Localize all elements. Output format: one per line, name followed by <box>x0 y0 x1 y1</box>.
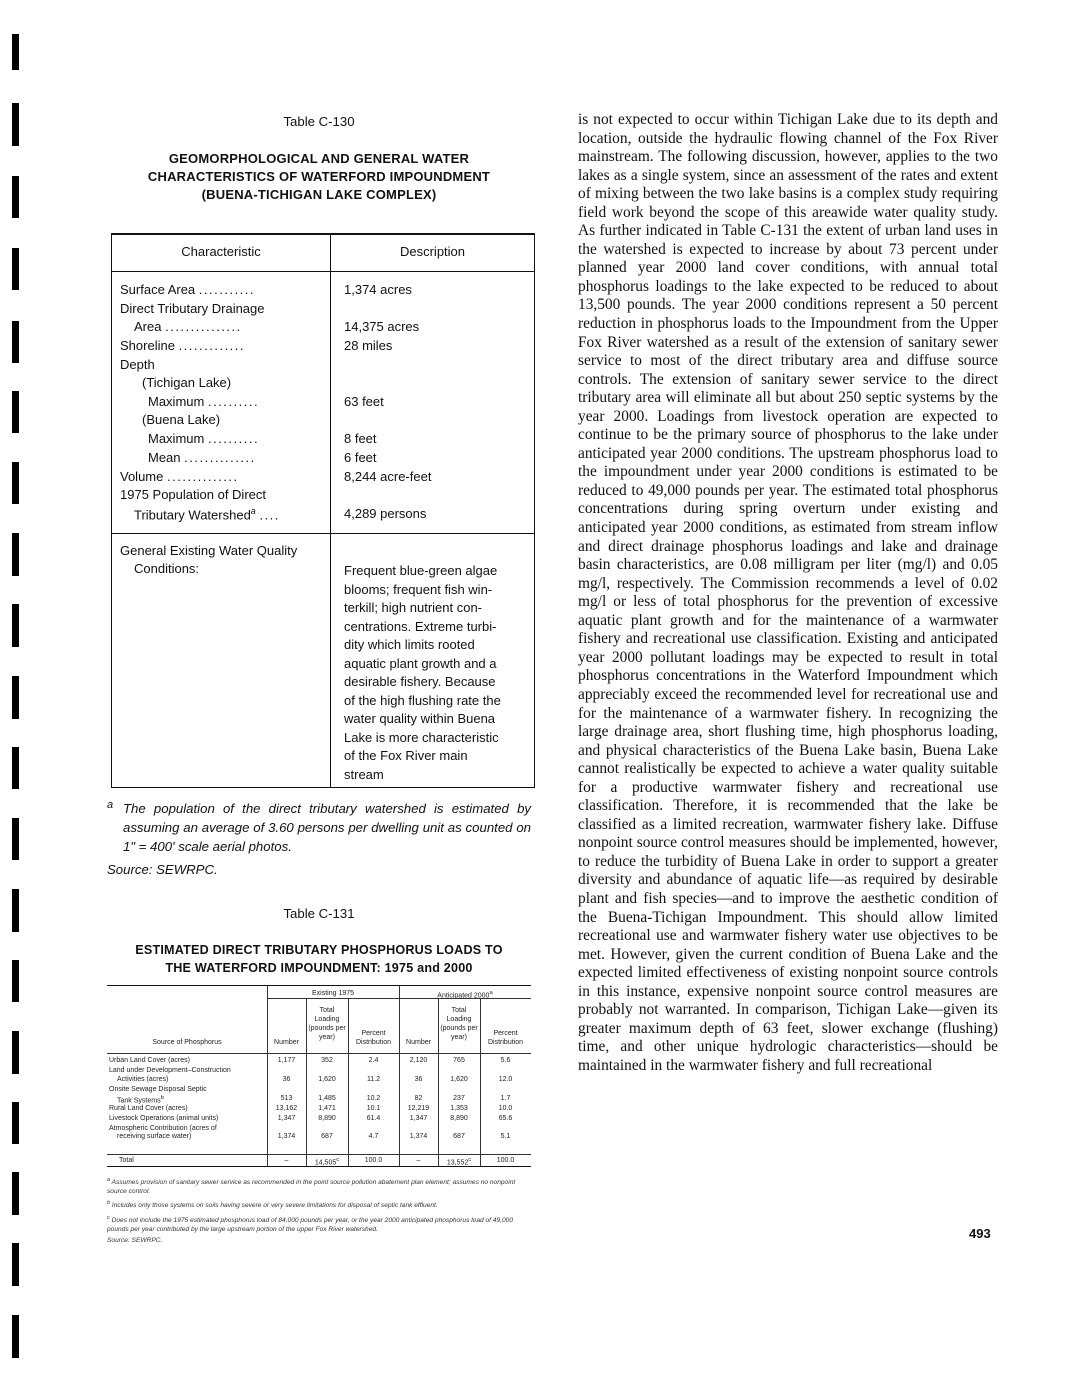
body-text-column <box>578 111 998 1075</box>
cell-e-num: 13,162 <box>275 1105 298 1112</box>
value-direct-drainage: 14,375 acres <box>344 319 420 334</box>
cell-e-pct: 10.2 <box>366 1095 381 1103</box>
row-direct-drainage-area: Area ............... <box>134 319 242 334</box>
row-tichigan: (Tichigan Lake) <box>142 375 232 390</box>
value-surface-area: 1,374 acres <box>344 282 412 297</box>
value-buena-max: 8 feet <box>344 431 377 446</box>
binder-mark <box>12 34 19 70</box>
note-a: $^a$ Assumes provision of sanitary sewer service as recommended in the point source pollution abatement plan element; assumes no nonpoint source control. <box>107 1177 516 1195</box>
cell-a-pct: 5.1 <box>500 1133 511 1141</box>
cell-a-load: 1,353 <box>450 1105 468 1112</box>
row-water-quality: General Existing Water Quality <box>120 543 298 558</box>
cell-a-pct: 12.0 <box>498 1075 513 1083</box>
binder-mark <box>12 747 19 789</box>
cell-e-num: 513 <box>280 1095 293 1103</box>
value-tichigan-max: 63 feet <box>344 394 384 409</box>
row-surface-area: Surface Area ........... <box>120 282 256 297</box>
cell-e-load: 352 <box>321 1057 333 1064</box>
cell-e-num: 1,374 <box>277 1133 296 1141</box>
cell-a-num: 1,374 <box>409 1133 428 1141</box>
row-label: Onsite Sewage Disposal Septic <box>109 1086 207 1094</box>
table-c131-caption: Table C-131 <box>283 906 355 921</box>
header-source: Source of Phosphorus <box>152 1039 222 1046</box>
title-line: (BUENA-TICHIGAN LAKE COMPLEX) <box>201 187 437 202</box>
value-volume: 8,244 acre-feet <box>344 469 432 484</box>
binder-mark <box>12 321 19 363</box>
cell-a-num: 1,347 <box>409 1114 428 1122</box>
header-rule <box>112 271 534 272</box>
row-population: 1975 Population of Direct <box>120 487 266 502</box>
cell-e-pct: 10.1 <box>366 1105 381 1112</box>
header-percent: Percent Distribution <box>355 1030 391 1046</box>
row-label: Livestock Operations (animal units) <box>109 1114 219 1122</box>
cell-e-num: 36 <box>282 1075 291 1083</box>
header-number: Number <box>406 1039 431 1046</box>
row-volume: Volume .............. <box>120 469 239 484</box>
cell-a-load: 237 <box>453 1095 465 1103</box>
cell-e-pct: 4.7 <box>368 1133 379 1141</box>
row-buena-mean: Mean .............. <box>148 450 256 465</box>
row-label: Tank Systems$^b$ <box>117 1095 164 1105</box>
binder-mark <box>12 960 19 1002</box>
page-number: 493 <box>969 1226 991 1241</box>
cell-a-load: 687 <box>453 1133 465 1141</box>
value-buena-mean: 6 feet <box>344 450 377 465</box>
table-c130-source: Source: SEWRPC. <box>107 862 218 877</box>
row-label: Activities (acres) <box>117 1075 169 1083</box>
table-c131 <box>107 985 531 1167</box>
cell-a-num: 12,219 <box>407 1105 430 1112</box>
cell-a-pct: 1.7 <box>500 1095 511 1103</box>
cell-e-load: 1,471 <box>318 1105 336 1112</box>
table-c131-notes <box>107 1176 531 1249</box>
total-label: Total <box>119 1157 134 1164</box>
cell-e-pct: 11.2 <box>366 1075 381 1083</box>
binder-mark <box>12 533 19 576</box>
row-direct-drainage: Direct Tributary Drainage <box>120 301 265 316</box>
footnote-marker: a <box>250 506 256 516</box>
table-c130-title <box>107 150 531 204</box>
table-c130 <box>111 233 535 788</box>
cell-e-pct: 61.4 <box>366 1114 381 1122</box>
binder-mark <box>12 676 19 719</box>
title-line: THE WATERFORD IMPOUNDMENT: 1975 and 2000 <box>165 961 473 975</box>
total-a-num: – <box>416 1157 421 1164</box>
cell-a-pct: 65.6 <box>498 1114 513 1122</box>
body-paragraph: is not expected to occur within Tichigan Lake due to its depth and location, outside the hydraulic flowing channel of the Fox River mainstream. The following discussion, however, applies to the two lakes as a single system, since an assessment of the rates and extent of mixing between the two lake basins is a complex study requiring field work beyond the scope of this areawide water quality study. As further indicated in Table C-131 the extent of urban land uses in the watershed is expected to increase by about 73 percent under planned year 2000 land cover conditions, with annual total phosphorus loadings to the lake expected to be reduced to about 13,500 pounds. The year 2000 conditions represent a 50 percent reduction in phosphorus loads to the Impoundment from the Upper Fox River watershed as a result of the extension of sanitary sewer service to most of the direct tributary area and diffuse source controls. The extension of sanitary sewer service to the direct tributary area will eliminate all but about 250 septic systems by the year 2000. Loadings from livestock operation are expected to continue to be the primary source of phosphorus to the lake under anticipated year 2000 conditions. The upstream phosphorus load to the impoundment under year 2000 conditions is estimated to be reduced to 49,000 pounds per year. The estimated total phosphorus concentrations during spring overturn under existing and anticipated year 2000 conditions, as estimated from stream inflow and direct drainage phosphorus loadings and lake and drainage basin characteristics, are 0.08 milligram per liter (mg/l) and 0.05 mg/l, respectively. The Commission recommends a level of 0.02 mg/l or less of total phosphorus for the prevention of excessive aquatic plant growth and for the maintenance of a warmwater fishery and recreational use classification. Existing and anticipated year 2000 pollutant loadings may be expected to result in total phosphorus concentrations in the Waterford Impoundment which appreciably exceed the recommended level for recreational use and for the maintenance of a warmwater fishery. In recognizing the large drainage area, short flushing time, high phosphorus loading, and physical characteristics of the Buena Lake basin, Buena Lake cannot realistically be expected to achieve a water quality suitable for a productive warmwater fishery and recreational use classification. Therefore, it is recommended that the lake be classified as a limited recreation, warmwater fishery lake. Diffuse nonpoint source control measures should be implemented, however, to reduce the turbidity of Buena Lake in order to support a greater diversity and abundance of aquatic life—as required by desirable plant and fish species—and to improve the aesthetic condition of the Buena-Tichigan Impoundment. This should allow limited recreational use and warmwater fishery water use objectives to be met. However, given the current condition of Buena Lake and the expected limited effectiveness of existing nonpoint source controls in this instance, expensive nonpoint source control measures are probably not warranted. In comparison, Tichigan Lake—given its greater maximum depth of 63 feet, slower exchange (flushing) time, and other unique hydrologic characteristics—should be maintained in the warmwater fishery and full recreational <box>578 111 998 1074</box>
binder-mark <box>12 248 19 290</box>
cell-e-load: 1,485 <box>318 1095 336 1103</box>
header-total-loading: Total Loading (pounds per year) <box>308 1007 346 1041</box>
header-characteristic: Characteristic <box>181 244 261 259</box>
cell-a-load: 1,620 <box>450 1075 468 1083</box>
cell-a-pct: 5.6 <box>500 1057 511 1064</box>
cell-a-load: 8,890 <box>450 1114 468 1122</box>
row-label: Rural Land Cover (acres) <box>109 1105 188 1112</box>
row-label: Atmospheric Contribution (acres of <box>109 1124 217 1132</box>
binder-mark <box>12 176 19 218</box>
binder-mark <box>12 818 19 860</box>
binder-mark <box>12 1031 19 1074</box>
binder-mark <box>12 889 19 932</box>
row-label: receiving surface water) <box>117 1133 192 1141</box>
cell-a-num: 82 <box>414 1095 423 1103</box>
value-shoreline: 28 miles <box>344 338 393 353</box>
cell-e-load: 8,890 <box>318 1114 336 1122</box>
table-c131-source: Source: SEWRPC. <box>107 1237 163 1245</box>
row-shoreline: Shoreline ............. <box>120 338 246 353</box>
cell-a-load: 765 <box>453 1057 465 1064</box>
cell-a-num: 36 <box>414 1075 423 1083</box>
binder-mark <box>12 1172 19 1215</box>
header-total-loading: Total Loading (pounds per year) <box>440 1007 478 1041</box>
binder-mark <box>12 103 19 146</box>
cell-a-pct: 10.0 <box>498 1105 513 1112</box>
note-b: $^b$ Includes only those systems on soils having severe or very severe limitations for disposal of septic tank effluent. <box>107 1200 438 1210</box>
title-line: CHARACTERISTICS OF WATERFORD IMPOUNDMENT <box>147 169 491 184</box>
binder-mark <box>12 604 19 647</box>
row-buena: (Buena Lake) <box>142 412 221 427</box>
header-rule <box>107 1053 531 1054</box>
row-water-quality-conditions: Conditions: <box>134 561 200 576</box>
cell-e-load: 1,620 <box>318 1075 336 1083</box>
title-line: GEOMORPHOLOGICAL AND GENERAL WATER <box>168 151 470 166</box>
row-label: Urban Land Cover (acres) <box>109 1057 190 1064</box>
group-anticipated: Anticipated 2000$^a$ <box>437 990 493 1000</box>
footnote-marker: a <box>107 799 114 811</box>
total-rule <box>107 1154 531 1155</box>
binder-mark <box>12 1102 19 1144</box>
total-a-pct: 100.0 <box>496 1157 515 1164</box>
binder-mark <box>12 462 19 504</box>
binder-mark <box>12 1243 19 1286</box>
row-tichigan-max: Maximum .......... <box>148 394 260 409</box>
table-c131-title <box>107 941 531 977</box>
table-c130-caption: Table C-130 <box>283 114 355 129</box>
row-rule <box>112 533 534 534</box>
cell-e-num: 1,177 <box>277 1057 296 1064</box>
total-e-pct: 100.0 <box>364 1157 383 1164</box>
total-e-load: 14,505$^c$ <box>314 1157 340 1167</box>
binder-mark <box>12 391 19 433</box>
cell-e-pct: 2.4 <box>368 1057 379 1064</box>
row-depth: Depth <box>120 357 155 372</box>
row-population-watershed: Tributary Watershed$^a$ .... <box>134 506 280 523</box>
title-line: ESTIMATED DIRECT TRIBUTARY PHOSPHORUS LOADS TO <box>135 943 503 957</box>
row-buena-max: Maximum .......... <box>148 431 260 446</box>
header-percent: Percent Distribution <box>487 1030 523 1046</box>
cell-a-num: 2,120 <box>409 1057 428 1064</box>
group-existing: Existing 1975 <box>311 990 355 997</box>
header-description: Description <box>399 244 466 259</box>
cell-e-num: 1,347 <box>277 1114 296 1122</box>
value-population: 4,289 persons <box>344 506 427 521</box>
header-number: Number <box>274 1039 299 1046</box>
binder-mark <box>12 1315 19 1358</box>
column-divider <box>330 235 331 787</box>
note-c: $^c$ Does not include the 1975 estimated phosphorus load of 84,000 pounds per year, or the year 2000 anticipated phosphorus load of 49,000 pounds per year contributed by the large upstream portion of the upper Fox River watershed. <box>107 1214 514 1233</box>
total-e-num: – <box>284 1157 289 1164</box>
cell-e-load: 687 <box>321 1133 333 1141</box>
row-label: Land under Development–Construction <box>109 1066 231 1074</box>
total-a-load: 13,552$^c$ <box>446 1157 472 1167</box>
table-c130-footnote: a The population of the direct tributary watershed is estimated by assuming an average of 3.60 persons per dwelling unit as counted on 1" = 400' scale aerial photos. <box>107 799 531 856</box>
water-quality-description: Frequent blue-green algae blooms; frequent fish win- terkill; high nutrient con- centrations. Extreme turbi- dity which limits rooted aquatic plant growth and a desirable fishery. Because of the high flushing rate the water quality within Buena Lake is more characteristic of the Fox River main stream <box>344 563 501 782</box>
